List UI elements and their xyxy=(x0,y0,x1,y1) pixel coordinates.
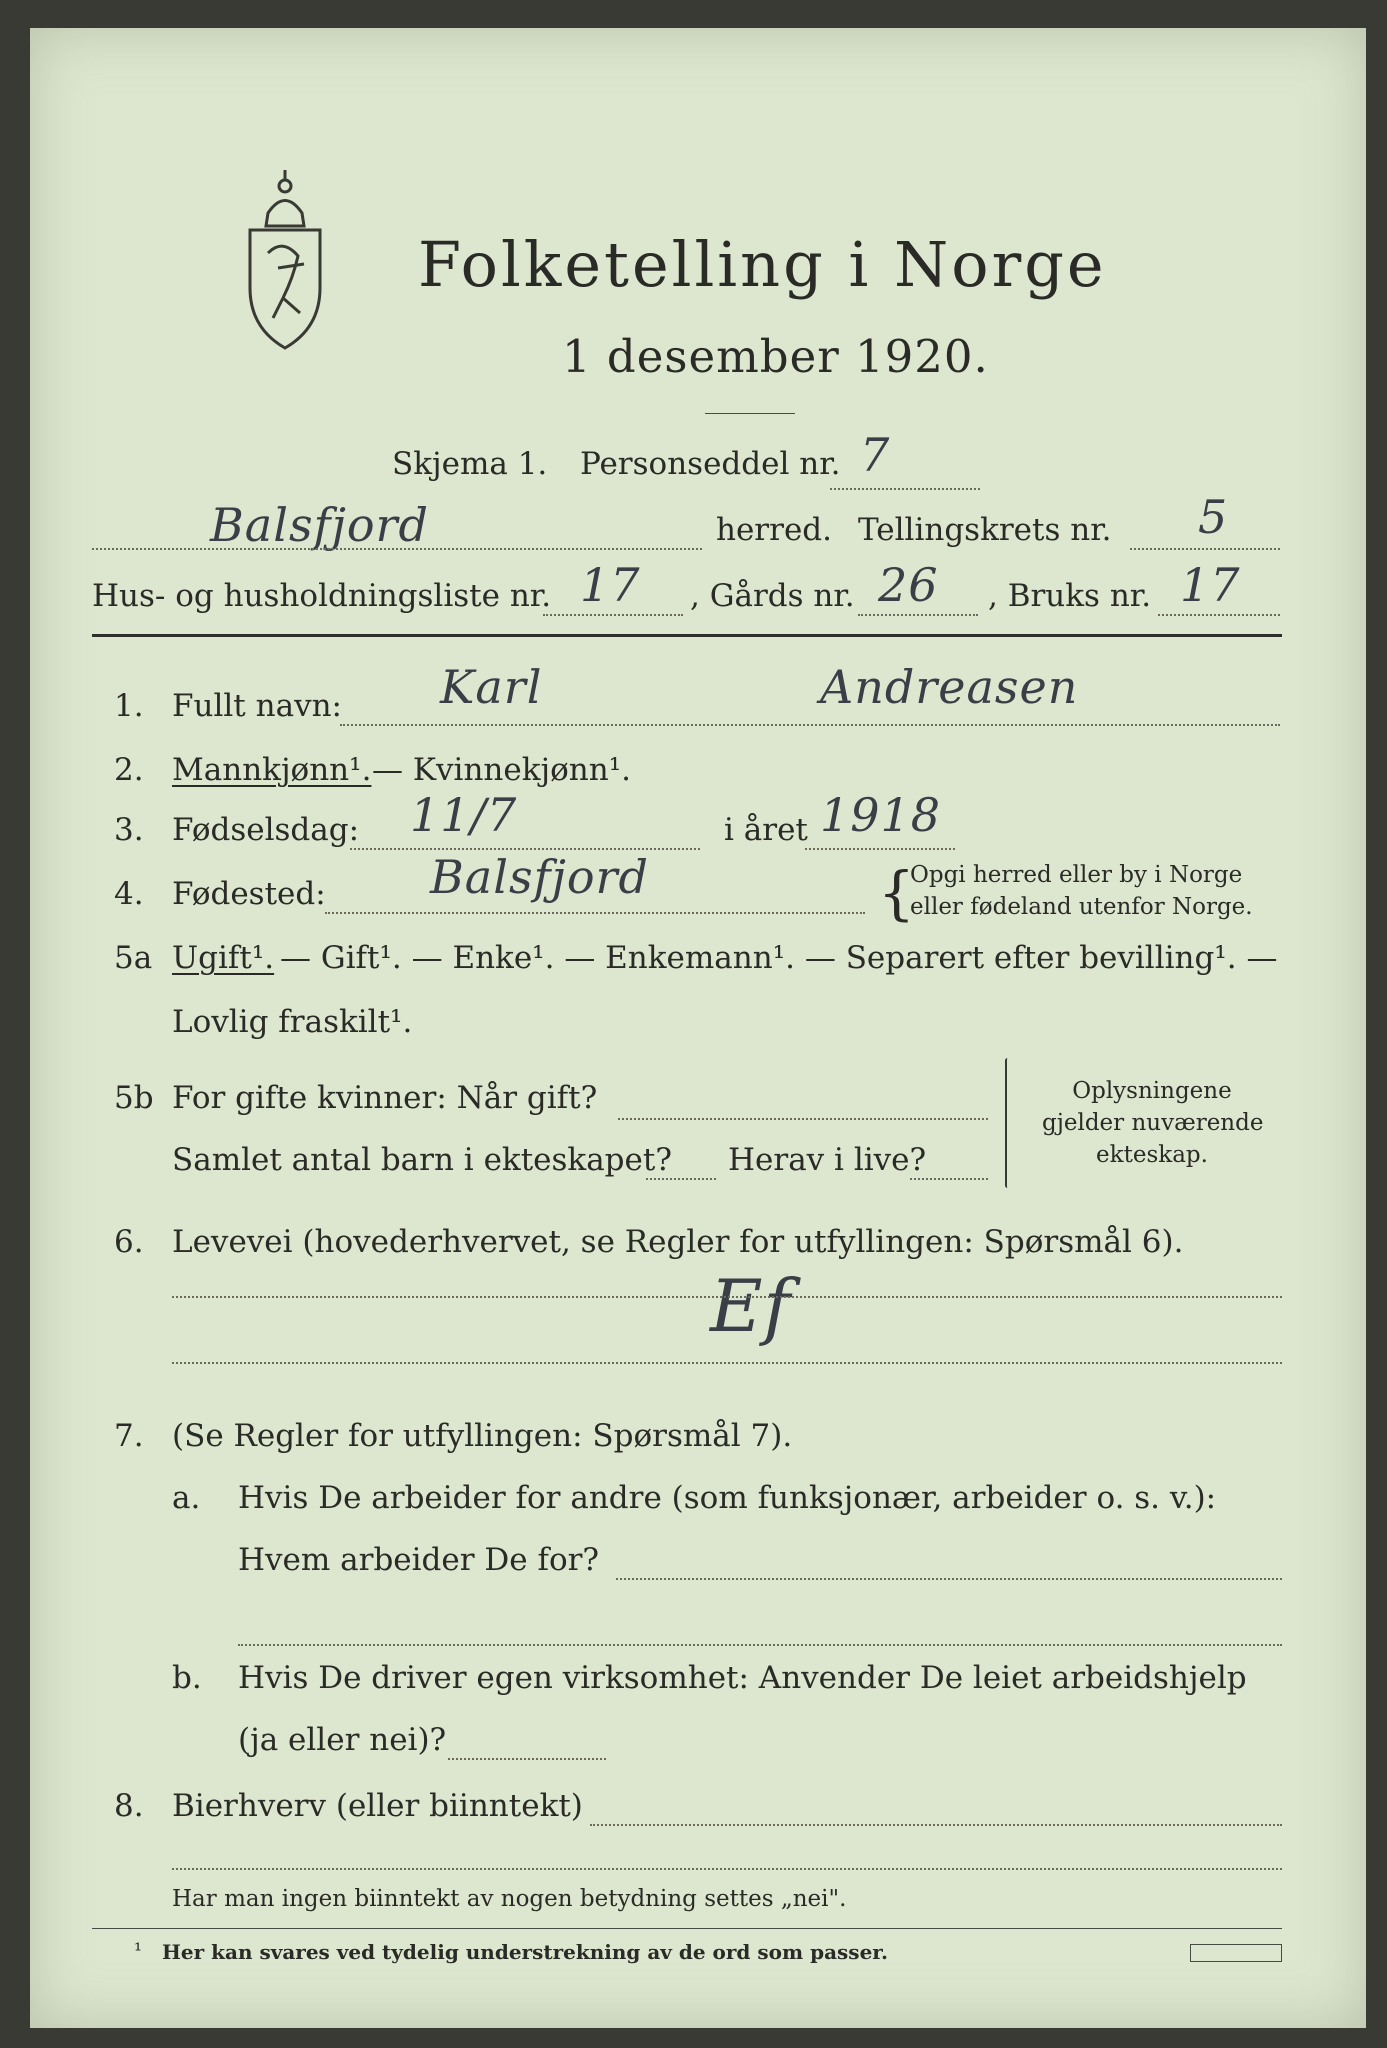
q3-label: Fødselsdag: xyxy=(172,812,360,848)
skjema-label: Skjema 1. xyxy=(392,446,548,482)
hus-line xyxy=(543,614,683,616)
bruks-line xyxy=(1158,614,1280,616)
personseddel-label: Personseddel nr. xyxy=(580,446,841,482)
q1-label: Fullt navn: xyxy=(172,688,342,724)
personseddel-value[interactable]: 7 xyxy=(860,428,891,482)
q6-line1 xyxy=(172,1296,1282,1298)
q8-line2 xyxy=(172,1868,1282,1870)
q5b-alive-line xyxy=(910,1178,988,1180)
q6-label: Levevei (hovederhvervet, se Regler for utfyllingen: Spørsmål 6). xyxy=(172,1224,1184,1260)
tellingskrets-label: Tellingskrets nr. xyxy=(858,512,1112,548)
herred-label: herred. xyxy=(716,512,832,548)
q7b-label: Hvis De driver egen virksomhet: Anvender De leiet arbeidshjelp xyxy=(238,1660,1247,1696)
q7a-employer-label: Hvem arbeider De for? xyxy=(238,1542,600,1578)
form-title: Folketelling i Norge xyxy=(418,228,1107,301)
q5b-label: For gifte kvinner: Når gift? xyxy=(172,1080,598,1116)
q3-year-line xyxy=(805,848,955,850)
census-form-sheet xyxy=(30,28,1366,2028)
q5b-note-line1: Oplysningene xyxy=(1072,1078,1232,1104)
q4-birthplace-value[interactable]: Balsfjord xyxy=(430,850,649,904)
coat-of-arms-icon xyxy=(238,168,333,353)
q5b-alive-label: Herav i live? xyxy=(728,1142,927,1178)
q5a-number: 5a xyxy=(114,940,153,976)
footnote-text: Her kan svares ved tydelig understrekning av de ord som passer. xyxy=(162,1940,888,1964)
q7b-number: b. xyxy=(172,1660,202,1696)
q5b-note-line2: gjelder nuværende xyxy=(1042,1110,1264,1136)
q4-note-line2: eller fødeland utenfor Norge. xyxy=(910,894,1253,920)
gards-label: , Gårds nr. xyxy=(690,578,855,614)
form-date: 1 desember 1920. xyxy=(562,330,989,383)
q5a-other-options[interactable]: — Gift¹. — Enke¹. — Enkemann¹. — Separert efter bevilling¹. — xyxy=(280,940,1278,976)
tellingskrets-line xyxy=(1130,548,1280,550)
q5b-brace xyxy=(1005,1058,1010,1188)
hus-value[interactable]: 17 xyxy=(580,558,641,612)
q7b-yesno-line xyxy=(448,1758,606,1760)
tellingskrets-value[interactable]: 5 xyxy=(1198,490,1229,544)
footer-rule xyxy=(92,1928,1282,1929)
q5b-number: 5b xyxy=(114,1080,154,1116)
q5b-children-line xyxy=(646,1178,716,1180)
q7-number: 7. xyxy=(114,1418,144,1454)
q6-line2 xyxy=(172,1362,1282,1364)
q5b-children-label: Samlet antal barn i ekteskapet? xyxy=(172,1142,672,1178)
header-rule xyxy=(92,634,1282,637)
q5a-fraskilt-option[interactable]: Lovlig fraskilt¹. xyxy=(172,1004,413,1040)
q4-note-line1: Opgi herred eller by i Norge xyxy=(910,862,1243,888)
q7a-label: Hvis De arbeider for andre (som funksjonær, arbeider o. s. v.): xyxy=(238,1480,1217,1516)
q2-male-option[interactable]: Mannkjønn¹. xyxy=(172,752,372,788)
q7-label: (Se Regler for utfyllingen: Spørsmål 7). xyxy=(172,1418,793,1454)
q8-line1 xyxy=(590,1824,1282,1826)
q2-female-option[interactable]: — Kvinnekjønn¹. xyxy=(372,752,631,788)
q3-year-value[interactable]: 1918 xyxy=(820,788,942,842)
printer-mark xyxy=(1190,1944,1282,1962)
q8-label: Bierhverv (eller biinntekt) xyxy=(172,1788,583,1824)
q6-number: 6. xyxy=(114,1224,144,1260)
footnote-mark: ¹ xyxy=(134,1938,143,1962)
q8-number: 8. xyxy=(114,1788,144,1824)
q1-number: 1. xyxy=(114,688,144,724)
q5b-note-line3: ekteskap. xyxy=(1096,1142,1208,1168)
q7a-employer-line xyxy=(616,1578,1282,1580)
q3-year-label: i året xyxy=(724,812,808,848)
gards-line xyxy=(858,614,978,616)
q7a-number: a. xyxy=(172,1480,201,1516)
herred-value[interactable]: Balsfjord xyxy=(210,498,429,552)
q1-line xyxy=(340,724,1280,726)
gards-value[interactable]: 26 xyxy=(878,558,939,612)
q1-first-name[interactable]: Karl xyxy=(440,660,543,714)
q3-birthday-value[interactable]: 11/7 xyxy=(410,788,518,842)
personseddel-line xyxy=(830,488,980,490)
footer-note: Har man ingen biinntekt av nogen betydning settes „nei". xyxy=(172,1886,847,1912)
q7a-line2 xyxy=(238,1644,1282,1646)
q4-line xyxy=(325,912,865,914)
q4-brace: { xyxy=(878,859,915,927)
q5b-married-line xyxy=(618,1118,988,1120)
q7b-yesno-label: (ja eller nei)? xyxy=(238,1722,447,1758)
q2-number: 2. xyxy=(114,752,144,788)
bruks-value[interactable]: 17 xyxy=(1180,558,1241,612)
q1-last-name[interactable]: Andreasen xyxy=(820,660,1079,714)
q5a-ugift-option[interactable]: Ugift¹. xyxy=(172,940,275,976)
herred-line xyxy=(92,548,702,550)
q6-occupation-value[interactable]: Ef xyxy=(710,1264,792,1348)
q4-label: Fødested: xyxy=(172,876,326,912)
q3-number: 3. xyxy=(114,812,144,848)
title-divider xyxy=(705,413,795,414)
hus-label: Hus- og husholdningsliste nr. xyxy=(92,578,552,614)
q4-number: 4. xyxy=(114,876,144,912)
bruks-label: , Bruks nr. xyxy=(988,578,1152,614)
